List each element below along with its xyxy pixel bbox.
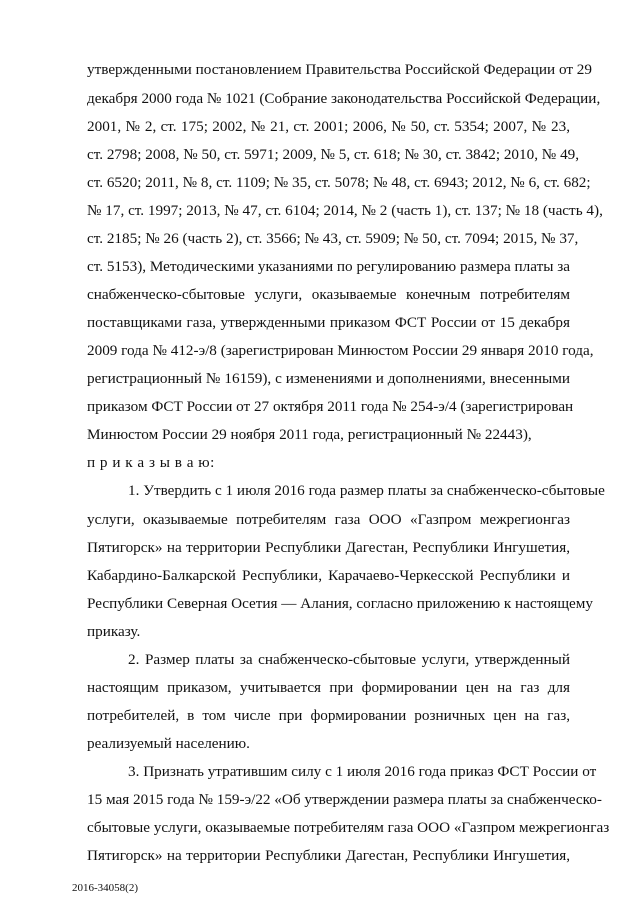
- text-line: ст. 5153), Методическими указаниями по регулированию размера платы за: [87, 258, 570, 275]
- text-line: реализуемый населению.: [87, 735, 250, 752]
- text-line: утвержденными постановлением Правительства Российской Федерации от 29: [87, 61, 592, 78]
- text-line: поставщиками газа, утвержденными приказом ФСТ России от 15 декабря: [87, 314, 570, 331]
- text-line: Республики Северная Осетия — Алания, согласно приложению к настоящему: [87, 595, 593, 612]
- text-line: 2001, № 2, ст. 175; 2002, № 21, ст. 2001; 2006, № 50, ст. 5354; 2007, № 23,: [87, 118, 570, 135]
- text-line: Кабардино-Балкарской Республики, Карачаево-Черкесской Республики и: [87, 567, 570, 584]
- text-line: ст. 2185; № 26 (часть 2), ст. 3566; № 43, ст. 5909; № 50, ст. 7094; 2015, № 37,: [87, 230, 579, 247]
- text-line: Минюстом России 29 ноября 2011 года, регистрационный № 22443),: [87, 426, 532, 443]
- text-line: услуги, оказываемые потребителям газа ООО «Газпром межрегионгаз: [87, 511, 570, 528]
- text-line: сбытовые услуги, оказываемые потребителям газа ООО «Газпром межрегионгаз: [87, 819, 610, 836]
- text-line: приказом ФСТ России от 27 октября 2011 года № 254-э/4 (зарегистрирован: [87, 398, 574, 415]
- text-line: регистрационный № 16159), с изменениями и дополнениями, внесенными: [87, 370, 570, 387]
- document-number: 2016-34058(2): [72, 882, 138, 894]
- text-line: декабря 2000 года № 1021 (Собрание законодательства Российской Федерации,: [87, 90, 601, 107]
- text-line: 2009 года № 412-э/8 (зарегистрирован Минюстом России 29 января 2010 года,: [87, 342, 594, 359]
- text-line: 15 мая 2015 года № 159-э/22 «Об утверждении размера платы за снабженческо-: [87, 791, 602, 808]
- text-line: № 17, ст. 1997; 2013, № 47, ст. 6104; 2014, № 2 (часть 1), ст. 137; № 18 (часть 4),: [87, 202, 603, 219]
- text-line: Пятигорск» на территории Республики Дагестан, Республики Ингушетия,: [87, 847, 570, 864]
- text-line: снабженческо-сбытовые услуги, оказываемые конечным потребителям: [87, 286, 570, 303]
- order-word: п р и к а з ы в а ю:: [87, 454, 215, 471]
- text-line: приказу.: [87, 623, 141, 640]
- paragraph-2-start: 2. Размер платы за снабженческо-сбытовые услуги, утвержденный: [128, 651, 570, 668]
- text-line: настоящим приказом, учитывается при формировании цен на газ для: [87, 679, 570, 696]
- text-line: ст. 2798; 2008, № 50, ст. 5971; 2009, № 5, ст. 618; № 30, ст. 3842; 2010, № 49,: [87, 146, 580, 163]
- paragraph-1-start: 1. Утвердить с 1 июля 2016 года размер платы за снабженческо-сбытовые: [128, 482, 605, 499]
- text-line: ст. 6520; 2011, № 8, ст. 1109; № 35, ст. 5078; № 48, ст. 6943; 2012, № 6, ст. 682;: [87, 174, 591, 191]
- text-line: потребителей, в том числе при формировании розничных цен на газ,: [87, 707, 570, 724]
- text-line: Пятигорск» на территории Республики Дагестан, Республики Ингушетия,: [87, 539, 570, 556]
- paragraph-3-start: 3. Признать утратившим силу с 1 июля 2016 года приказ ФСТ России от: [128, 763, 597, 780]
